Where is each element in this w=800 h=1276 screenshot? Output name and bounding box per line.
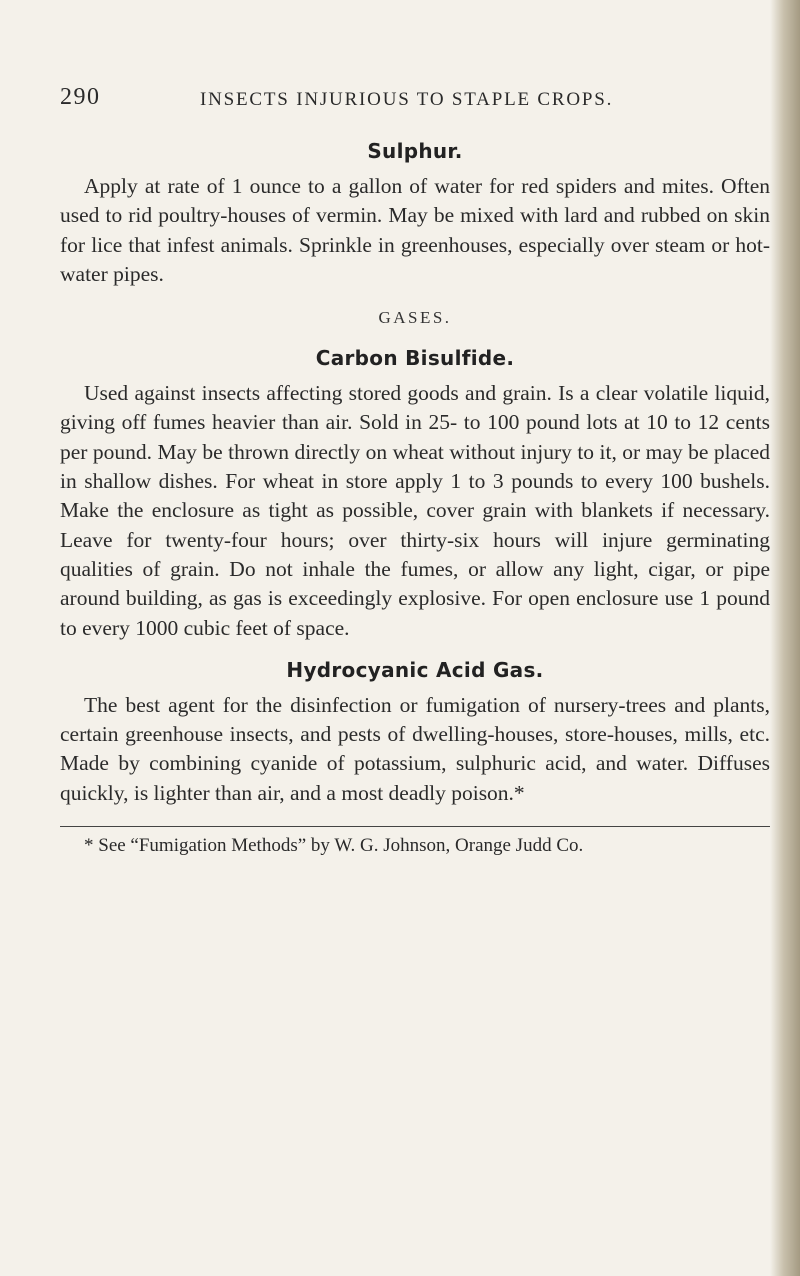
gases-section-title: GASES.	[378, 308, 452, 328]
running-head: INSECTS INJURIOUS TO STAPLE CROPS.	[200, 89, 614, 110]
page-header	[60, 84, 680, 114]
sulphur-paragraph: Apply at rate of 1 ounce to a gallon of water for red spiders and mites. Often used to rid poultry-houses of vermin. May be mixed with lard and rubbed on skin for lice that infest animals. Sprinkle in greenhouses, especially over steam or hot-water pipes.	[60, 174, 770, 286]
page-edge-shadow	[770, 0, 800, 1276]
footnote-rule	[60, 826, 770, 827]
sulphur-heading: Sulphur.	[367, 139, 463, 163]
footnote: * See “Fumigation Methods” by W. G. Johnson, Orange Judd Co.	[84, 835, 584, 857]
hydrocyanic-heading: Hydrocyanic Acid Gas.	[286, 657, 544, 682]
page-number: 290	[60, 84, 101, 110]
carbon-bisulfide-paragraph: Used against insects affecting stored goods and grain. Is a clear volatile liquid, giving off fumes heavier than air. Sold in 25- to 100 pound lots at 10 to 12 cents per pound. May be thrown directly on wheat without injury to it, or may be placed in shallow dishes. For wheat in store apply 1 to 3 pounds to every 100 bushels. Make the enclosure as tight as possible, cover grain with blankets if necessary. Leave for twenty-four hours; over thirty-six hours will injure germinating qualities of grain. Do not inhale the fumes, or allow any light, cigar, or pipe around building, as gas is exceedingly explosive. For open enclosure use 1 pound to every 1000 cubic feet of space.	[60, 381, 770, 640]
carbon-bisulfide-heading: Carbon Bisulfide.	[315, 346, 515, 371]
hydrocyanic-paragraph: The best agent for the disinfection or fumigation of nursery-trees and plants, certain greenhouse insects, and pests of dwelling-houses, store-houses, mills, etc. Made by combining cyanide of potassium, sulphuric acid, and water. Diffuses quickly, is lighter than air, and a most deadly poison.*	[60, 692, 770, 805]
page-body	[60, 130, 770, 859]
